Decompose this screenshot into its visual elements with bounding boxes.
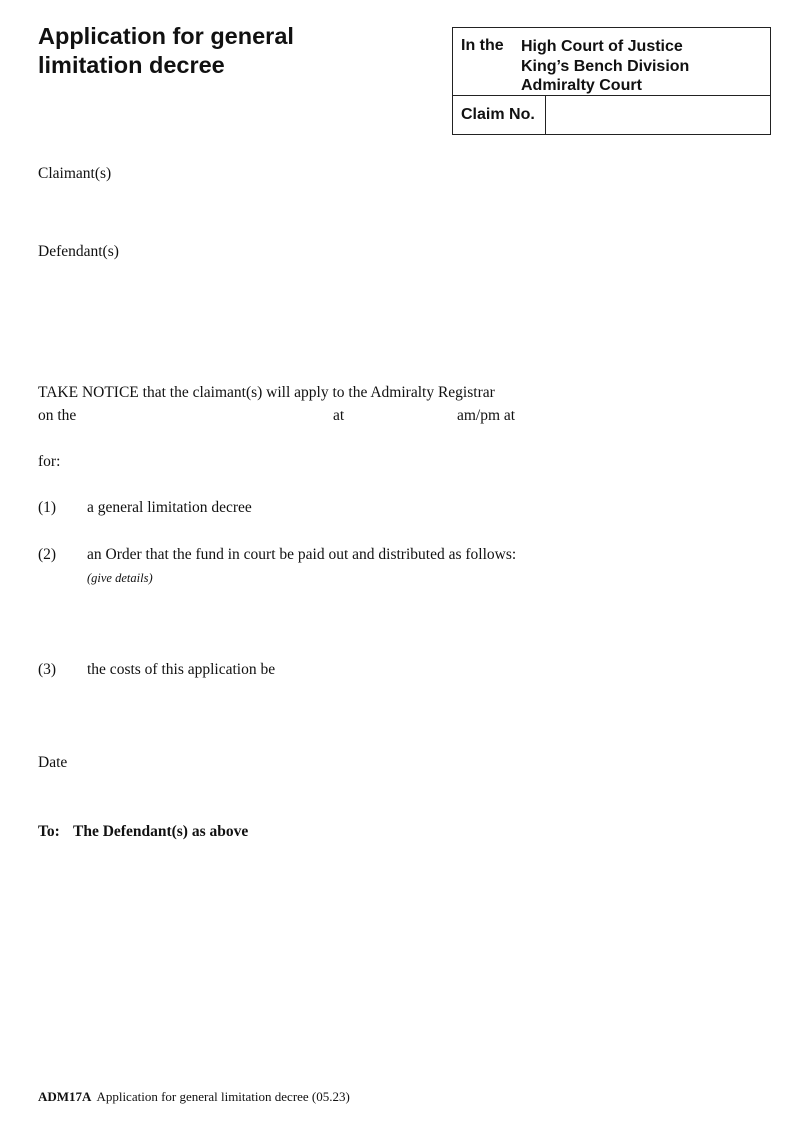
item-2-hint: (give details) xyxy=(87,571,153,585)
court-name-line2: King’s Bench Division xyxy=(521,57,690,75)
item-3-number: (3) xyxy=(38,661,57,678)
hearing-location-field[interactable] xyxy=(522,406,762,426)
item-1-text: a general limitation decree xyxy=(87,499,252,516)
court-name-line1: High Court of Justice xyxy=(521,38,683,55)
to-recipient: The Defendant(s) as above xyxy=(73,823,249,840)
court-name xyxy=(521,37,689,96)
notice-text: TAKE NOTICE that the claimant(s) will apply to the Admiralty Registrar xyxy=(38,384,495,401)
defendant-field[interactable] xyxy=(38,264,518,354)
hearing-time-field[interactable] xyxy=(352,406,452,426)
date-label: Date xyxy=(38,754,68,771)
item-3-text: the costs of this application be xyxy=(87,661,276,678)
to-label: To: xyxy=(38,823,60,840)
form-title-line2: limitation decree xyxy=(38,52,225,78)
claim-no-divider xyxy=(545,95,546,134)
at-label: at xyxy=(333,407,345,424)
date-field[interactable] xyxy=(80,753,380,773)
claimant-field[interactable] xyxy=(38,186,518,226)
defendant-label: Defendant(s) xyxy=(38,243,119,260)
footer-text: Application for general limitation decree (05.23) xyxy=(96,1089,350,1104)
court-details-box xyxy=(452,27,771,135)
ampm-at-label: am/pm at xyxy=(457,407,516,424)
distribution-details-field[interactable] xyxy=(87,592,747,652)
hearing-date-field[interactable] xyxy=(84,406,324,426)
court-box-divider xyxy=(453,95,770,96)
claim-no-field[interactable] xyxy=(547,97,769,134)
item-2-text: an Order that the fund in court be paid out and distributed as follows: xyxy=(87,546,517,563)
for-label: for: xyxy=(38,453,61,470)
form-title xyxy=(38,22,294,80)
costs-field[interactable] xyxy=(290,660,750,680)
on-the-label: on the xyxy=(38,407,77,424)
form-title-line1: Application for general xyxy=(38,23,294,49)
in-the-label: In the xyxy=(461,37,504,54)
claimant-label: Claimant(s) xyxy=(38,165,112,182)
item-1-number: (1) xyxy=(38,499,57,516)
claim-no-label: Claim No. xyxy=(461,106,535,123)
court-name-line3: Admiralty Court xyxy=(521,77,642,94)
item-2-number: (2) xyxy=(38,546,57,563)
form-footer xyxy=(38,1089,350,1105)
form-code: ADM17A xyxy=(38,1089,92,1104)
